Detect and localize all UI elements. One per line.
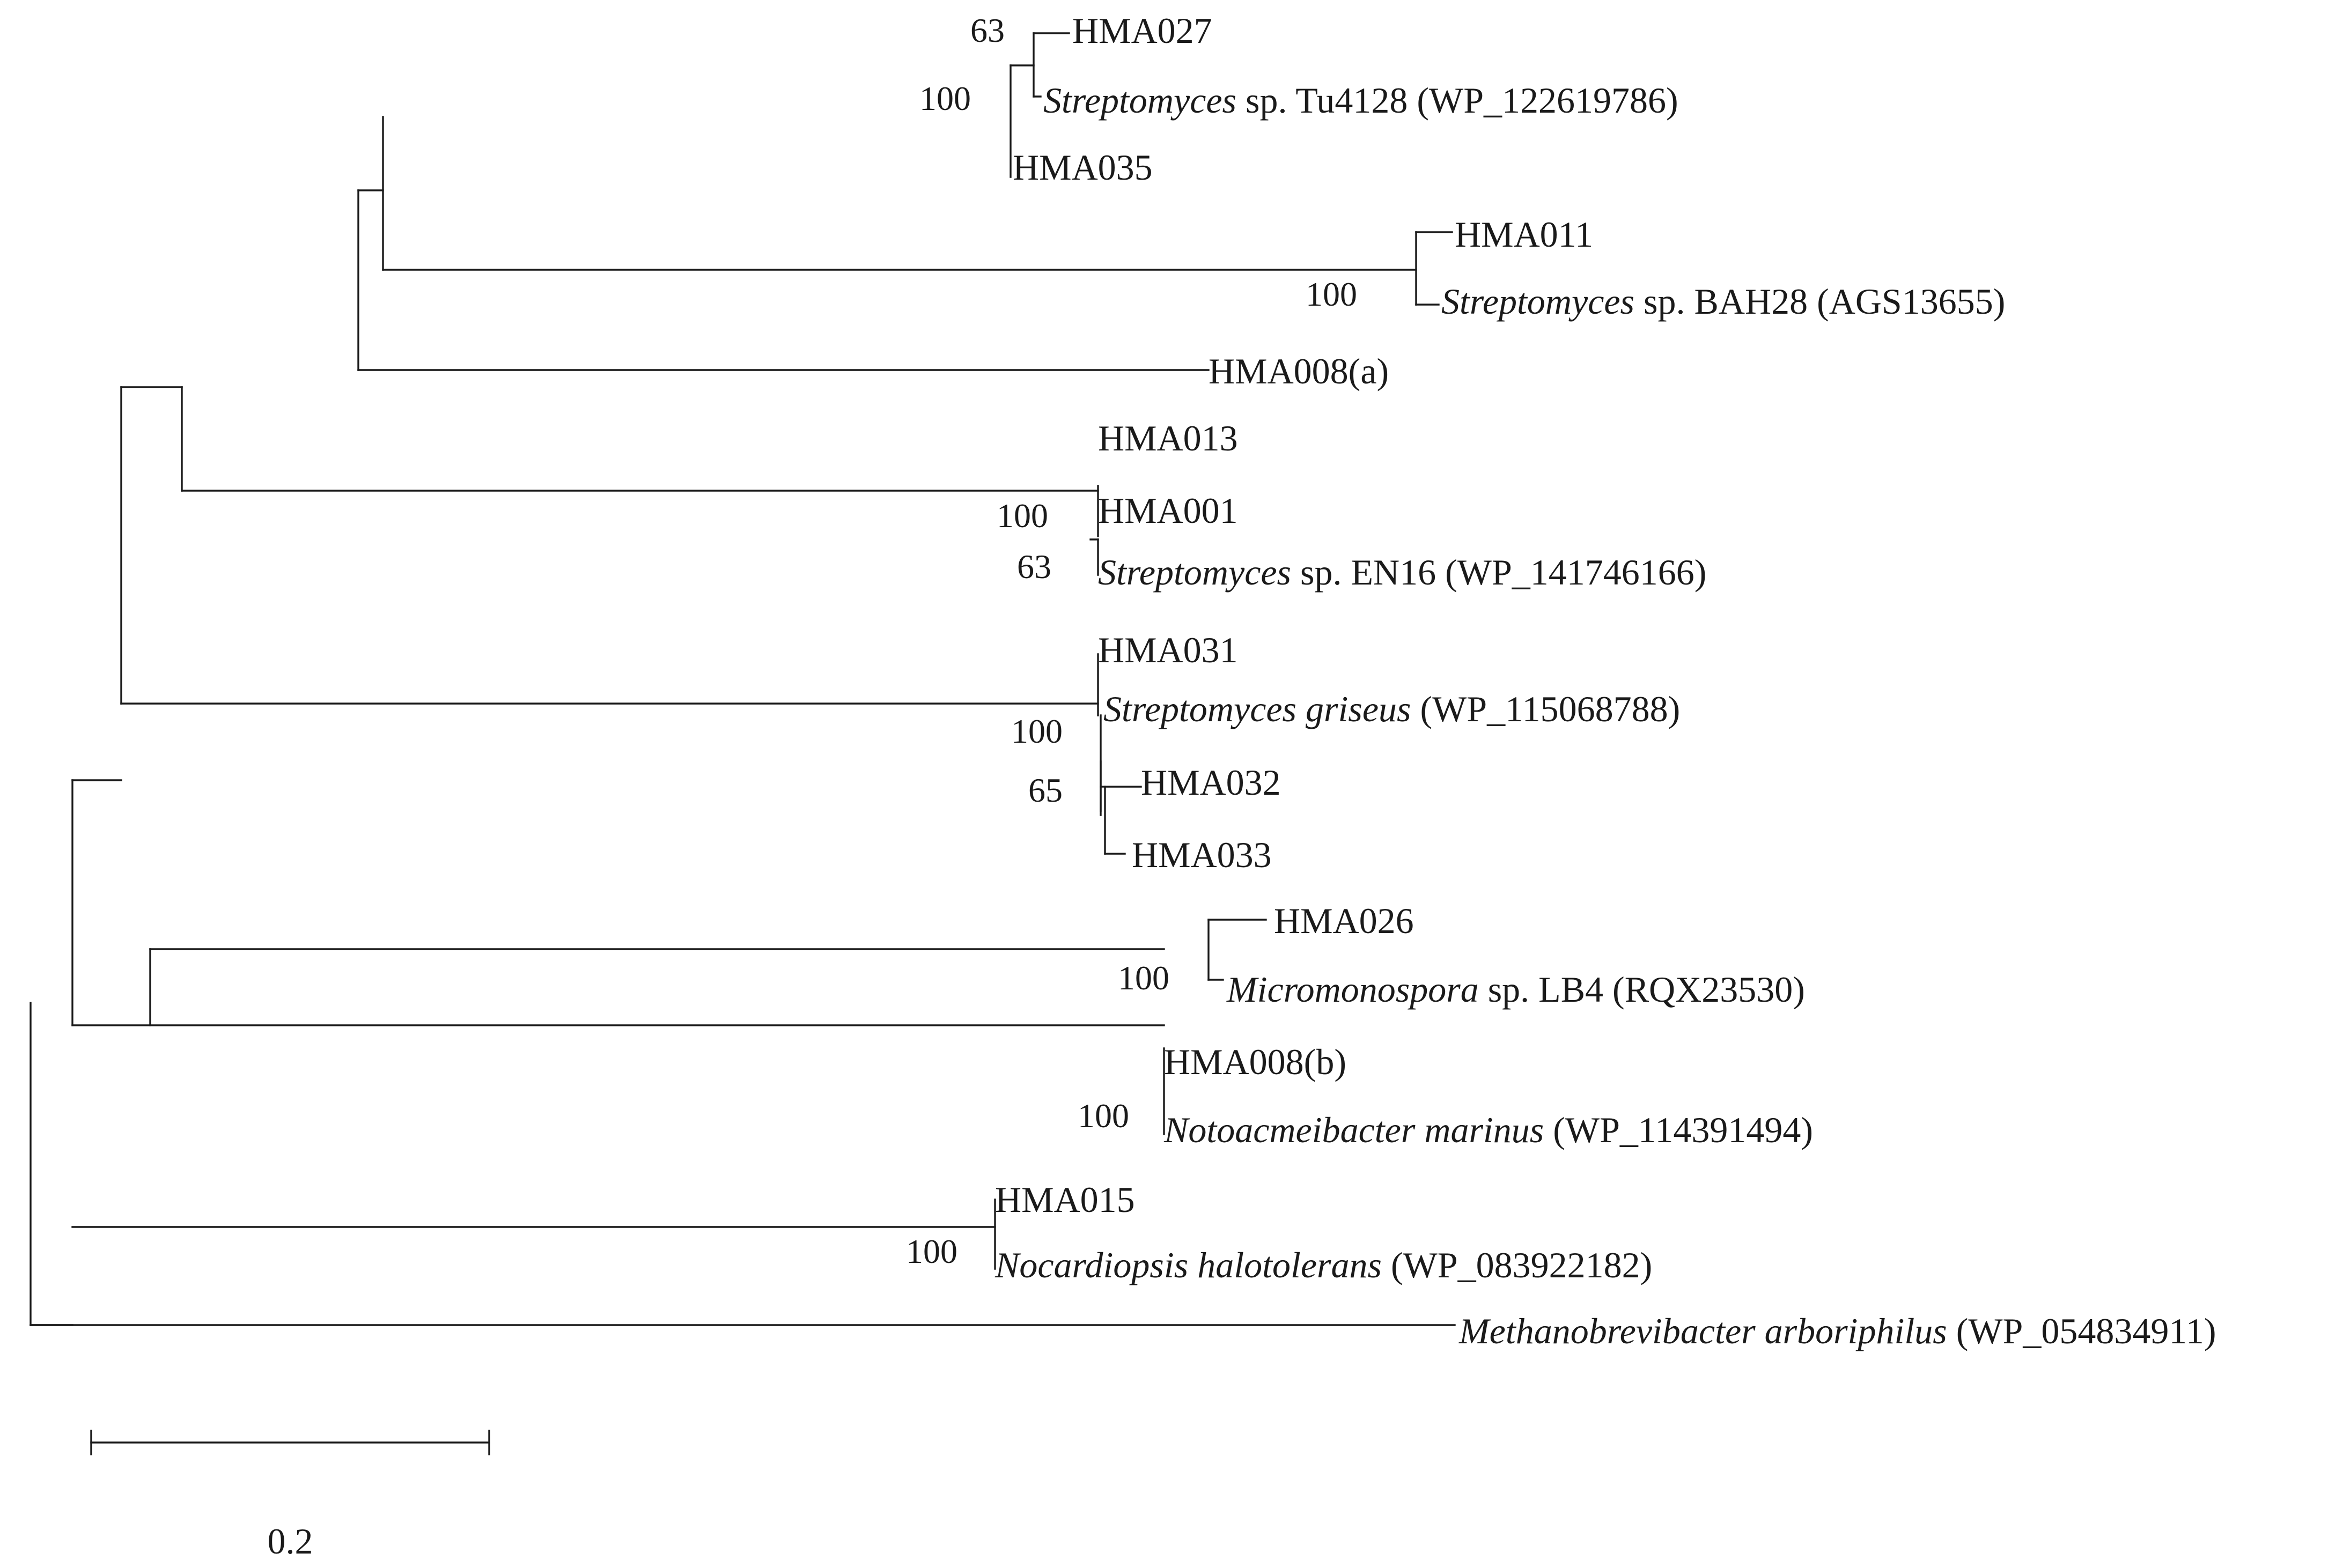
taxon-label-en16: Streptomyces sp. EN16 (WP_141746166) bbox=[1098, 552, 1707, 593]
bootstrap-value: 100 bbox=[1011, 712, 1063, 750]
taxon-label-hma013: HMA013 bbox=[1098, 418, 1238, 458]
taxon-label-griseus: Streptomyces griseus (WP_115068788) bbox=[1103, 689, 1681, 729]
bootstrap-value: 100 bbox=[1306, 275, 1357, 313]
taxon-label-hma008b: HMA008(b) bbox=[1164, 1041, 1346, 1082]
taxon-label-hma008a: HMA008(a) bbox=[1209, 351, 1389, 391]
taxon-label-hma032: HMA032 bbox=[1141, 762, 1281, 803]
taxon-label-lb4: Micromonospora sp. LB4 (RQX23530) bbox=[1227, 969, 1805, 1010]
bootstrap-value: 100 bbox=[1078, 1097, 1129, 1135]
bootstrap-value: 100 bbox=[906, 1232, 957, 1270]
taxon-label-tu4128: Streptomyces sp. Tu4128 (WP_122619786) bbox=[1043, 80, 1678, 121]
taxon-label-methano: Methanobrevibacter arboriphilus (WP_054834911) bbox=[1459, 1311, 2216, 1351]
taxon-label-notoa: Notoacmeibacter marinus (WP_114391494) bbox=[1164, 1110, 1814, 1150]
scale-bar bbox=[91, 1431, 489, 1454]
taxon-label-hma001: HMA001 bbox=[1098, 490, 1238, 531]
bootstrap-value: 100 bbox=[997, 497, 1048, 535]
taxon-label-hma031: HMA031 bbox=[1098, 630, 1238, 670]
taxon-label-hma027: HMA027 bbox=[1072, 10, 1212, 51]
taxon-label-hma033: HMA033 bbox=[1132, 834, 1272, 875]
taxon-label-hma015: HMA015 bbox=[995, 1179, 1135, 1220]
taxon-label-hma011: HMA011 bbox=[1455, 214, 1594, 255]
bootstrap-value: 65 bbox=[1028, 771, 1063, 809]
taxon-label-hma035: HMA035 bbox=[1013, 147, 1153, 188]
bootstrap-value: 63 bbox=[970, 11, 1005, 49]
taxon-label-bah28: Streptomyces sp. BAH28 (AGS13655) bbox=[1441, 281, 2006, 322]
bootstrap-value: 63 bbox=[1017, 548, 1051, 586]
taxon-label-hma026: HMA026 bbox=[1274, 900, 1414, 941]
bootstrap-value: 100 bbox=[1118, 959, 1169, 997]
scale-bar-label: 0.2 bbox=[267, 1521, 313, 1562]
bootstrap-value: 100 bbox=[919, 79, 971, 117]
taxon-label-nocard: Nocardiopsis halotolerans (WP_083922182) bbox=[995, 1245, 1653, 1285]
